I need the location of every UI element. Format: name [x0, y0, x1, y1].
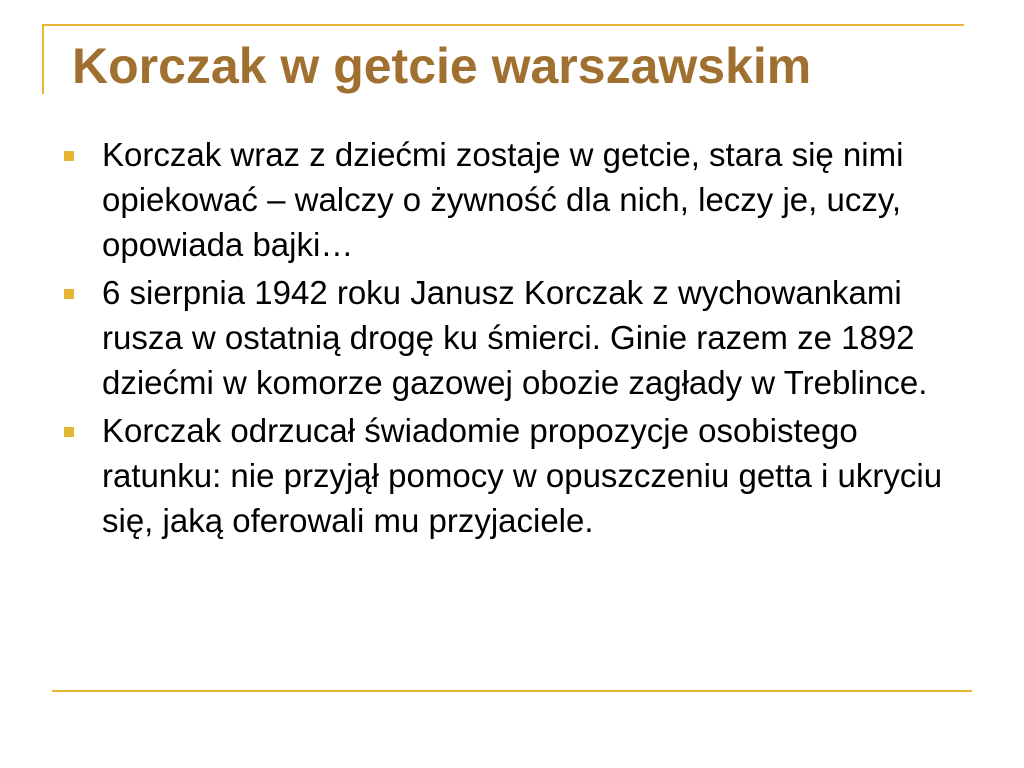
square-bullet-icon	[64, 427, 74, 437]
title-frame-left-line	[42, 24, 44, 94]
bottom-divider-line	[52, 690, 972, 692]
title-frame-top-line	[42, 24, 964, 26]
bullet-text: Korczak wraz z dziećmi zostaje w getcie, stara się nimi opiekować – walczy o żywność dla nich, leczy je, uczy, opowiada bajki…	[102, 136, 904, 263]
bullet-text: 6 sierpnia 1942 roku Janusz Korczak z wychowankami rusza w ostatnią drogę ku śmierci. Ginie razem ze 1892 dziećmi w komorze gazowej obozie zagłady w Treblince.	[102, 274, 928, 401]
bullet-text: Korczak odrzucał świadomie propozycje osobistego ratunku: nie przyjął pomocy w opuszczeniu getta i ukryciu się, jaką oferowali mu przyjaciele.	[102, 412, 943, 539]
bullet-item	[64, 270, 984, 405]
square-bullet-icon	[64, 151, 74, 161]
bullet-list	[64, 132, 984, 546]
bullet-item	[64, 132, 984, 267]
bullet-item	[64, 408, 984, 543]
square-bullet-icon	[64, 289, 74, 299]
slide-title: Korczak w getcie warszawskim	[72, 38, 812, 94]
